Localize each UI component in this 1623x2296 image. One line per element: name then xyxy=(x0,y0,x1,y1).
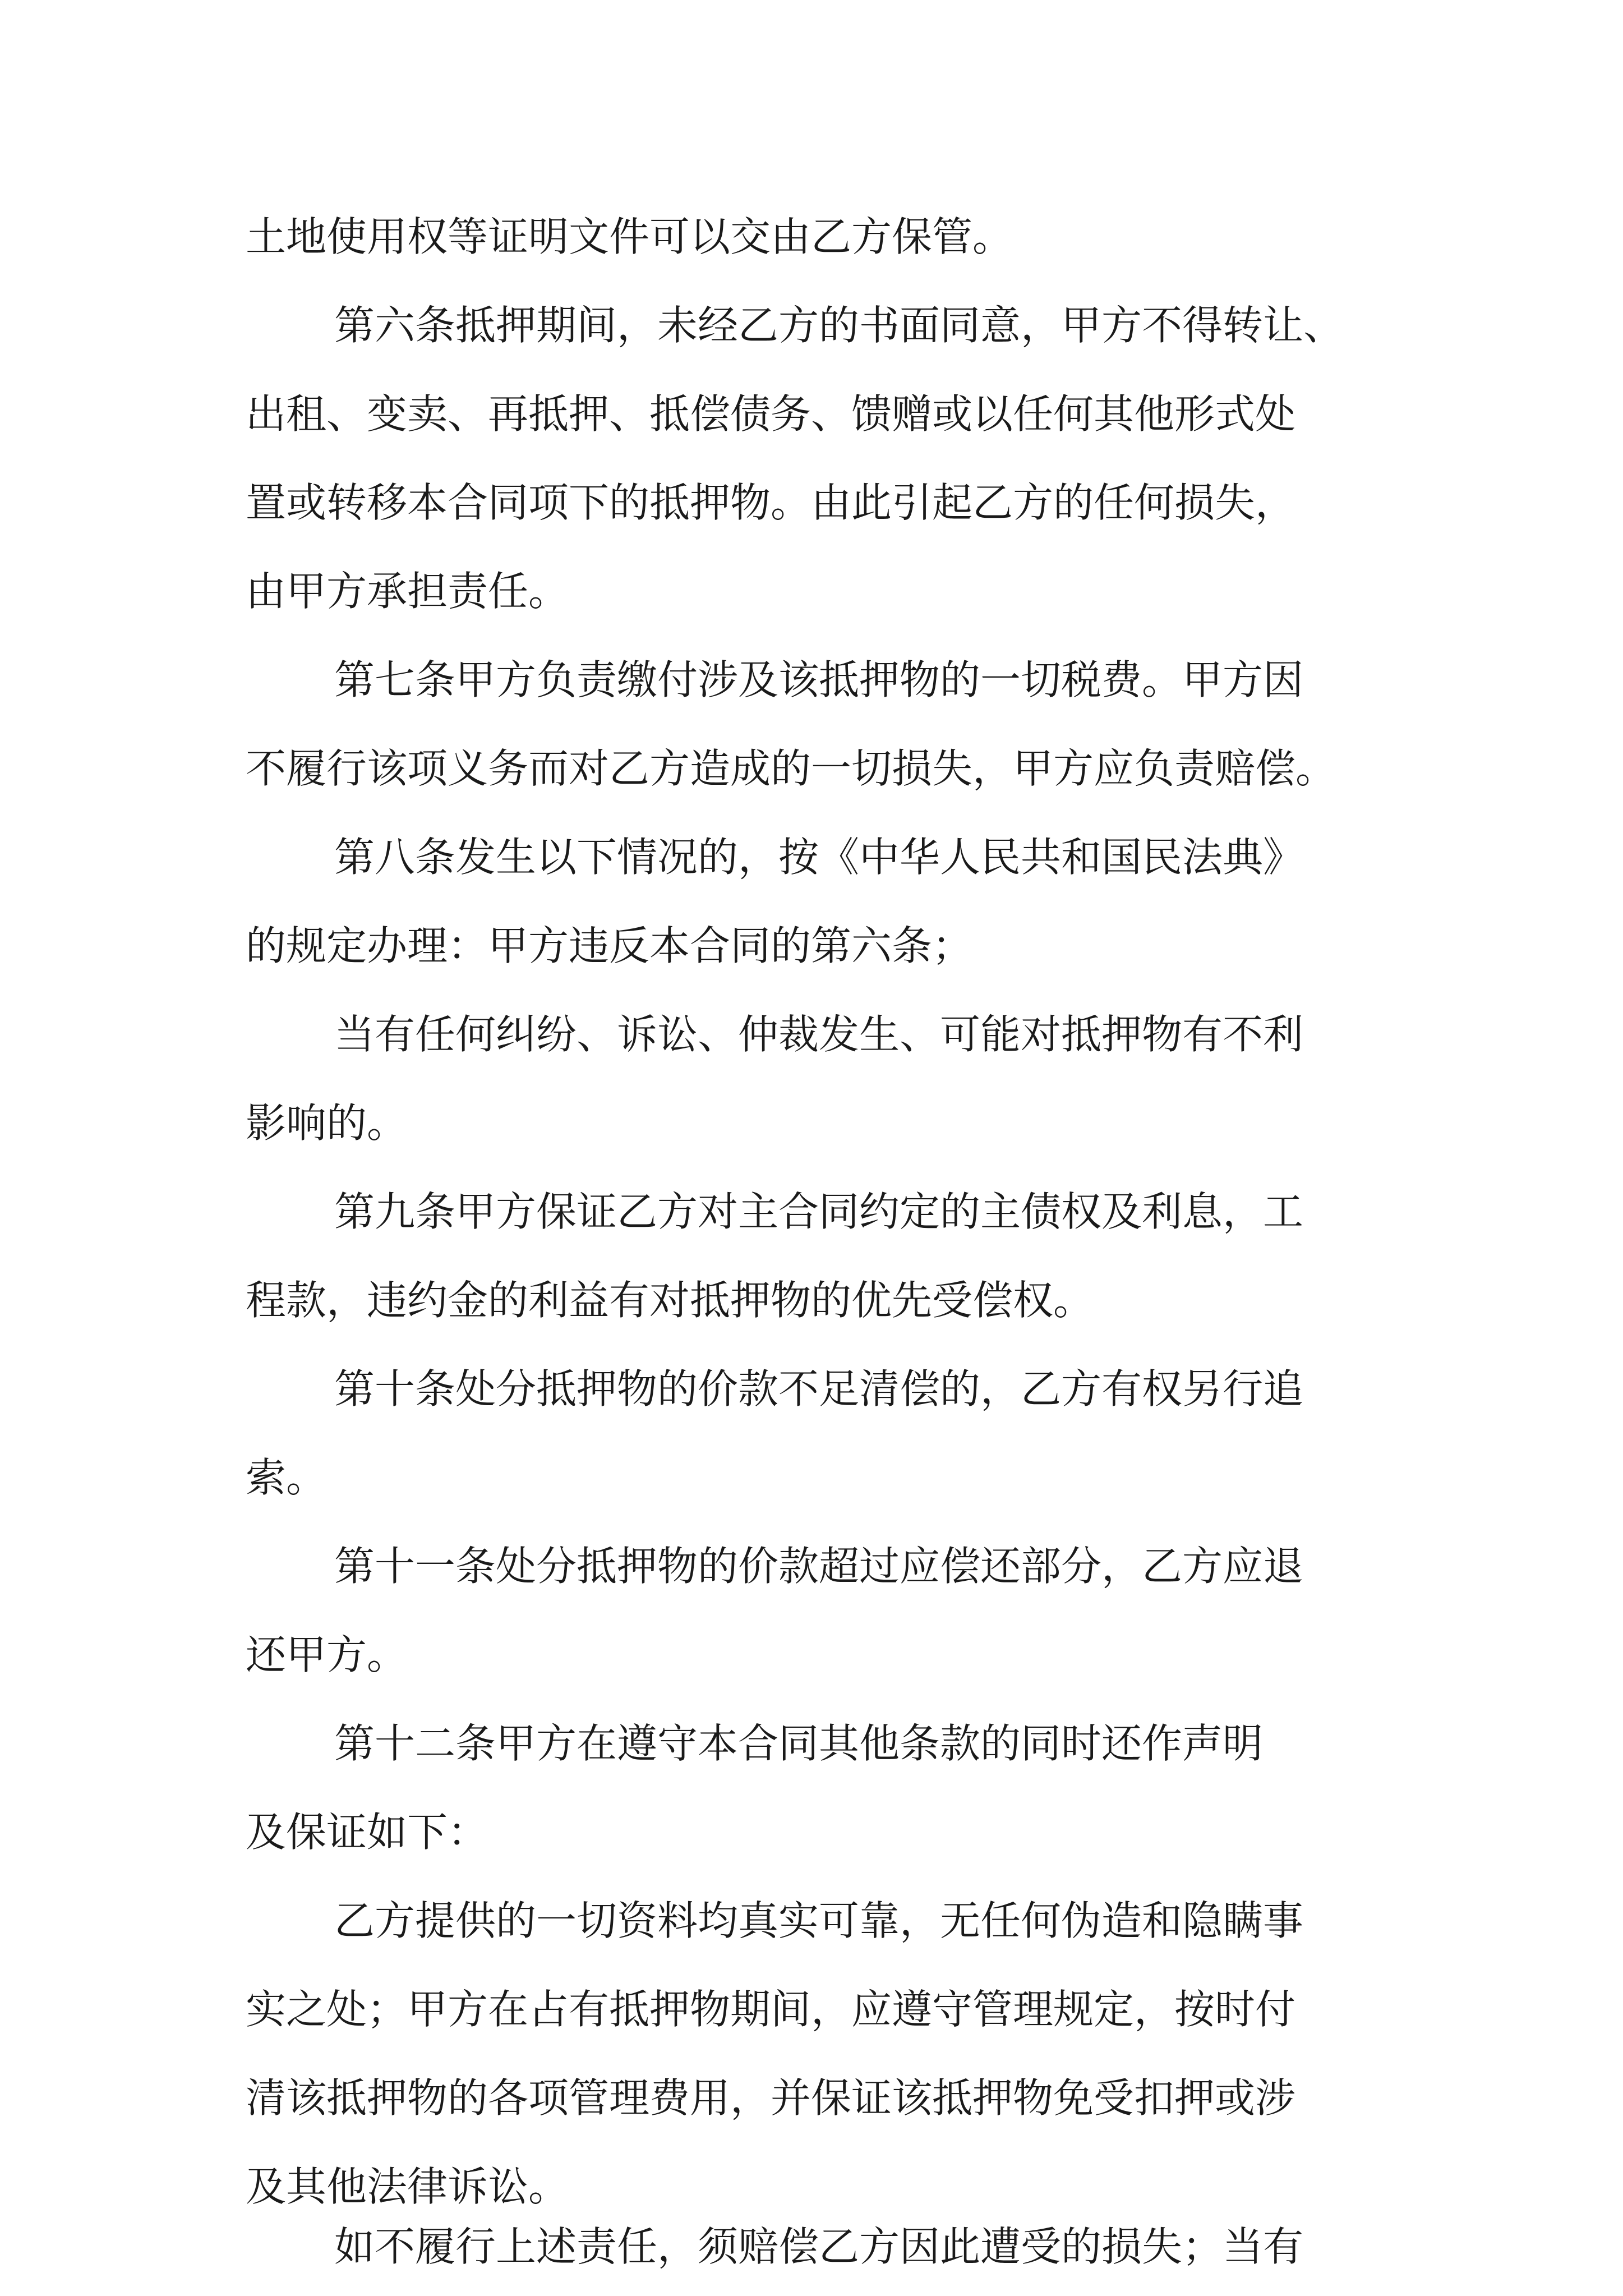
text-line: 不履行该项义务而对乙方造成的一切损失，甲方应负责赔偿。 xyxy=(246,745,1336,792)
text-line: 第十二条甲方在遵守本合同其他条款的同时还作声明 xyxy=(334,1720,1264,1767)
text-line: 第六条抵押期间，未经乙方的书面同意，甲方不得转让、 xyxy=(334,302,1344,349)
text-line: 第七条甲方负责缴付涉及该抵押物的一切税费。甲方因 xyxy=(334,656,1304,703)
text-line: 土地使用权等证明文件可以交由乙方保管。 xyxy=(246,213,1013,260)
text-line: 第八条发生以下情况的，按《中华人民共和国民法典》 xyxy=(334,834,1304,881)
text-line: 第十条处分抵押物的价款不足清偿的，乙方有权另行追 xyxy=(334,1365,1304,1412)
text-line: 影响的。 xyxy=(246,1099,408,1147)
text-line: 由甲方承担责任。 xyxy=(246,568,569,615)
text-line: 实之处；甲方在占有抵押物期间，应遵守管理规定，按时付 xyxy=(246,1986,1296,2033)
text-line: 出租、变卖、再抵押、抵偿债务、馈赠或以任何其他形式处 xyxy=(246,390,1296,438)
text-line: 还甲方。 xyxy=(246,1631,408,1678)
text-line: 如不履行上述责任，须赔偿乙方因此遭受的损失；当有 xyxy=(334,2223,1304,2270)
text-line: 索。 xyxy=(246,1454,327,1501)
text-line: 第十一条处分抵押物的价款超过应偿还部分，乙方应退 xyxy=(334,1543,1304,1590)
text-line: 当有任何纠纷、诉讼、仲裁发生、可能对抵押物有不利 xyxy=(334,1011,1304,1058)
text-line: 置或转移本合同项下的抵押物。由此引起乙方的任何损失， xyxy=(246,479,1296,526)
text-line: 及其他法律诉讼。 xyxy=(246,2163,569,2210)
text-line: 清该抵押物的各项管理费用，并保证该抵押物免受扣押或涉 xyxy=(246,2074,1296,2122)
text-line: 的规定办理：甲方违反本合同的第六条； xyxy=(246,922,973,969)
text-line: 乙方提供的一切资料均真实可靠，无任何伪造和隐瞒事 xyxy=(334,1897,1304,1944)
text-line: 第九条甲方保证乙方对主合同约定的主债权及利息，工 xyxy=(334,1188,1304,1235)
text-line: 及保证如下： xyxy=(246,1809,488,1856)
text-line: 程款，违约金的利益有对抵押物的优先受偿权。 xyxy=(246,1277,1094,1324)
